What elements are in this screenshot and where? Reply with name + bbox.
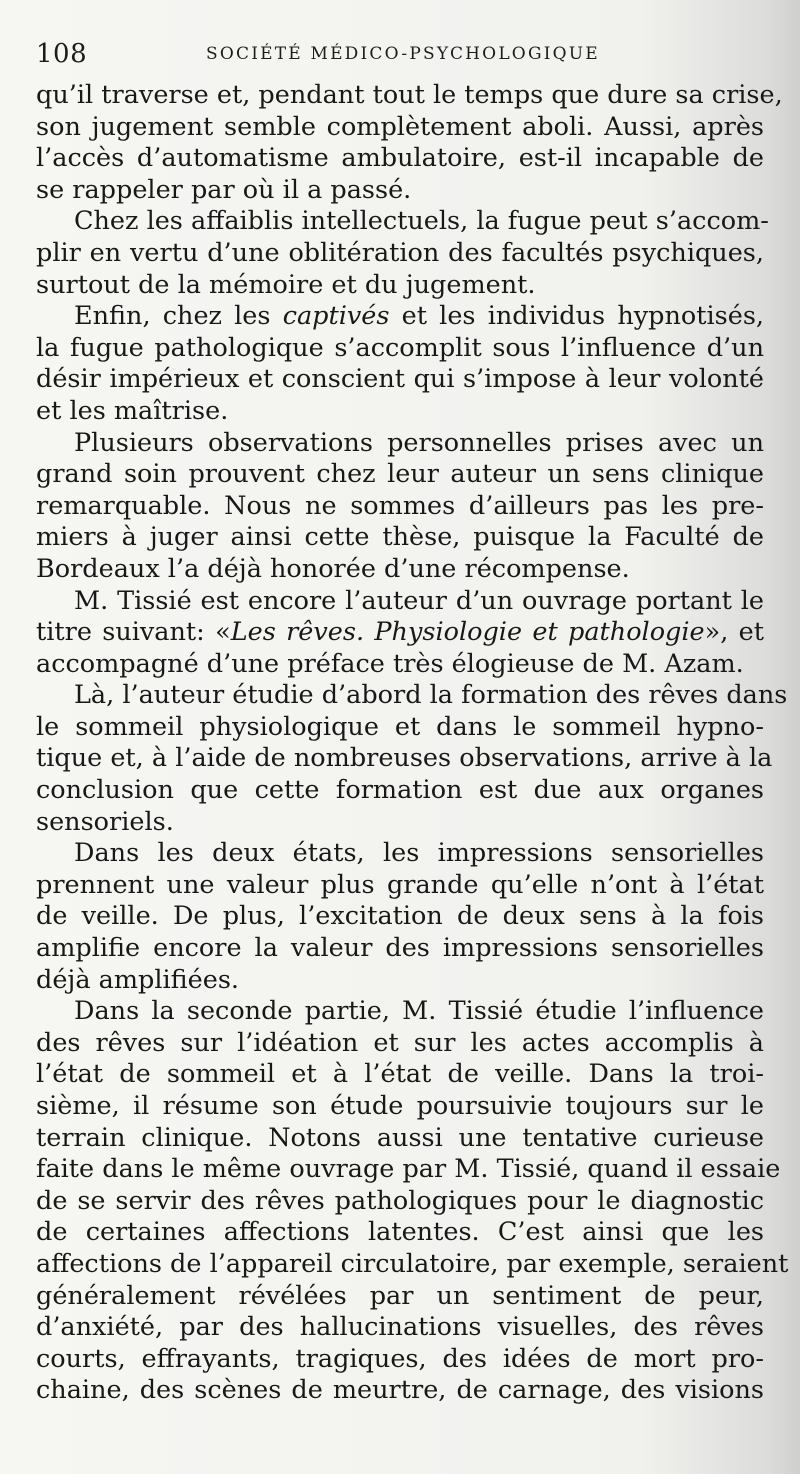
text-segment: et les individus hypnotisés, (401, 301, 765, 332)
page-header (36, 34, 766, 74)
text-line: Chez les affaiblis intellectuels, la fugue peut s’accom- (74, 206, 769, 237)
text-line: d’anxiété, par des hallucinations visuelles, des rêves (36, 1312, 764, 1343)
text-line: des rêves sur l’idéation et sur les actes accomplis à (36, 1027, 764, 1058)
text-line: déjà amplifiées. (36, 964, 240, 995)
text-line: sensoriels. (36, 806, 174, 837)
text-line: amplifie encore la valeur des impressions sensorielles (36, 933, 764, 964)
page-number: 108 (36, 39, 88, 69)
text-line: Là, l’auteur étudie d’abord la formation des rêves dans (74, 680, 788, 711)
text-line: Plusieurs observations personnelles prises avec un (74, 427, 764, 458)
text-segment: titre suivant: « (36, 617, 231, 648)
text-line: sième, il résume son étude poursuivie toujours sur le (36, 1091, 764, 1121)
text-line: son jugement semble complètement aboli. Aussi, après (36, 111, 764, 142)
text-line: affections de l’appareil circulatoire, par exemple, seraient (36, 1248, 789, 1279)
text-line: plir en vertu d’une oblitération des facultés psychiques, (36, 237, 764, 268)
text-segment: », et (704, 617, 764, 648)
text-line: faite dans le même ouvrage par M. Tissié, quand il essaie (36, 1154, 781, 1185)
text-line (36, 617, 764, 649)
text-line: généralement révélées par un sentiment de peur, (36, 1280, 764, 1311)
text-line: le sommeil physiologique et dans le sommeil hypno- (36, 711, 764, 742)
text-line: de se servir des rêves pathologiques pour le diagnostic (36, 1185, 764, 1216)
running-head: SOCIÉTÉ MÉDICO-PSYCHOLOGIQUE (206, 44, 600, 64)
text-line: Dans les deux états, les impressions sensorielles (74, 838, 764, 869)
text-line: remarquable. Nous ne sommes d’ailleurs pas les pre- (36, 490, 764, 521)
text-line: accompagné d’une préface très élogieuse de M. Azam. (36, 648, 744, 679)
text-line (36, 301, 764, 333)
text-line: terrain clinique. Notons aussi une tentative curieuse (36, 1122, 764, 1153)
italic-term: captivés (282, 301, 390, 332)
text-line: Dans la seconde partie, M. Tissié étudie l’influence (74, 996, 764, 1027)
text-line: et les maîtrise. (36, 395, 229, 426)
text-line: M. Tissié est encore l’auteur d’un ouvrage portant le (74, 585, 764, 616)
text-line: prennent une valeur plus grande qu’elle n’ont à l’état (36, 869, 764, 900)
text-line: Bordeaux l’a déjà honorée d’une récompense. (36, 553, 630, 584)
text-line: se rappeler par où il a passé. (36, 174, 412, 205)
text-line: l’état de sommeil et à l’état de veille. Dans la troi- (36, 1059, 764, 1090)
text-line: tique et, à l’aide de nombreuses observations, arrive à la (36, 743, 773, 774)
text-line: conclusion que cette formation est due aux organes (36, 775, 764, 806)
text-segment: Enfin, chez les (74, 301, 271, 332)
text-line: désir impérieux et conscient qui s’impose à leur volonté (36, 364, 764, 395)
body-text (36, 80, 789, 1407)
text-line: de veille. De plus, l’excitation de deux sens à la fois (36, 901, 764, 932)
text-line: grand soin prouvent chez leur auteur un sens clinique (36, 459, 764, 490)
text-line: miers à juger ainsi cette thèse, puisque la Faculté de (36, 522, 764, 553)
text-line: chaine, des scènes de meurtre, de carnage, des visions (36, 1375, 764, 1406)
text-line: la fugue pathologique s’accomplit sous l’influence d’un (36, 332, 764, 363)
italic-title: Les rêves. Physiologie et pathologie (230, 617, 705, 648)
text-line: de certaines affections latentes. C’est ainsi que les (36, 1217, 764, 1248)
text-line: courts, effrayants, tragiques, des idées de mort pro- (36, 1343, 764, 1374)
text-line: l’accès d’automatisme ambulatoire, est-il incapable de (36, 143, 764, 174)
text-line: qu’il traverse et, pendant tout le temps que dure sa crise, (36, 80, 783, 110)
text-line: surtout de la mémoire et du jugement. (36, 269, 536, 300)
